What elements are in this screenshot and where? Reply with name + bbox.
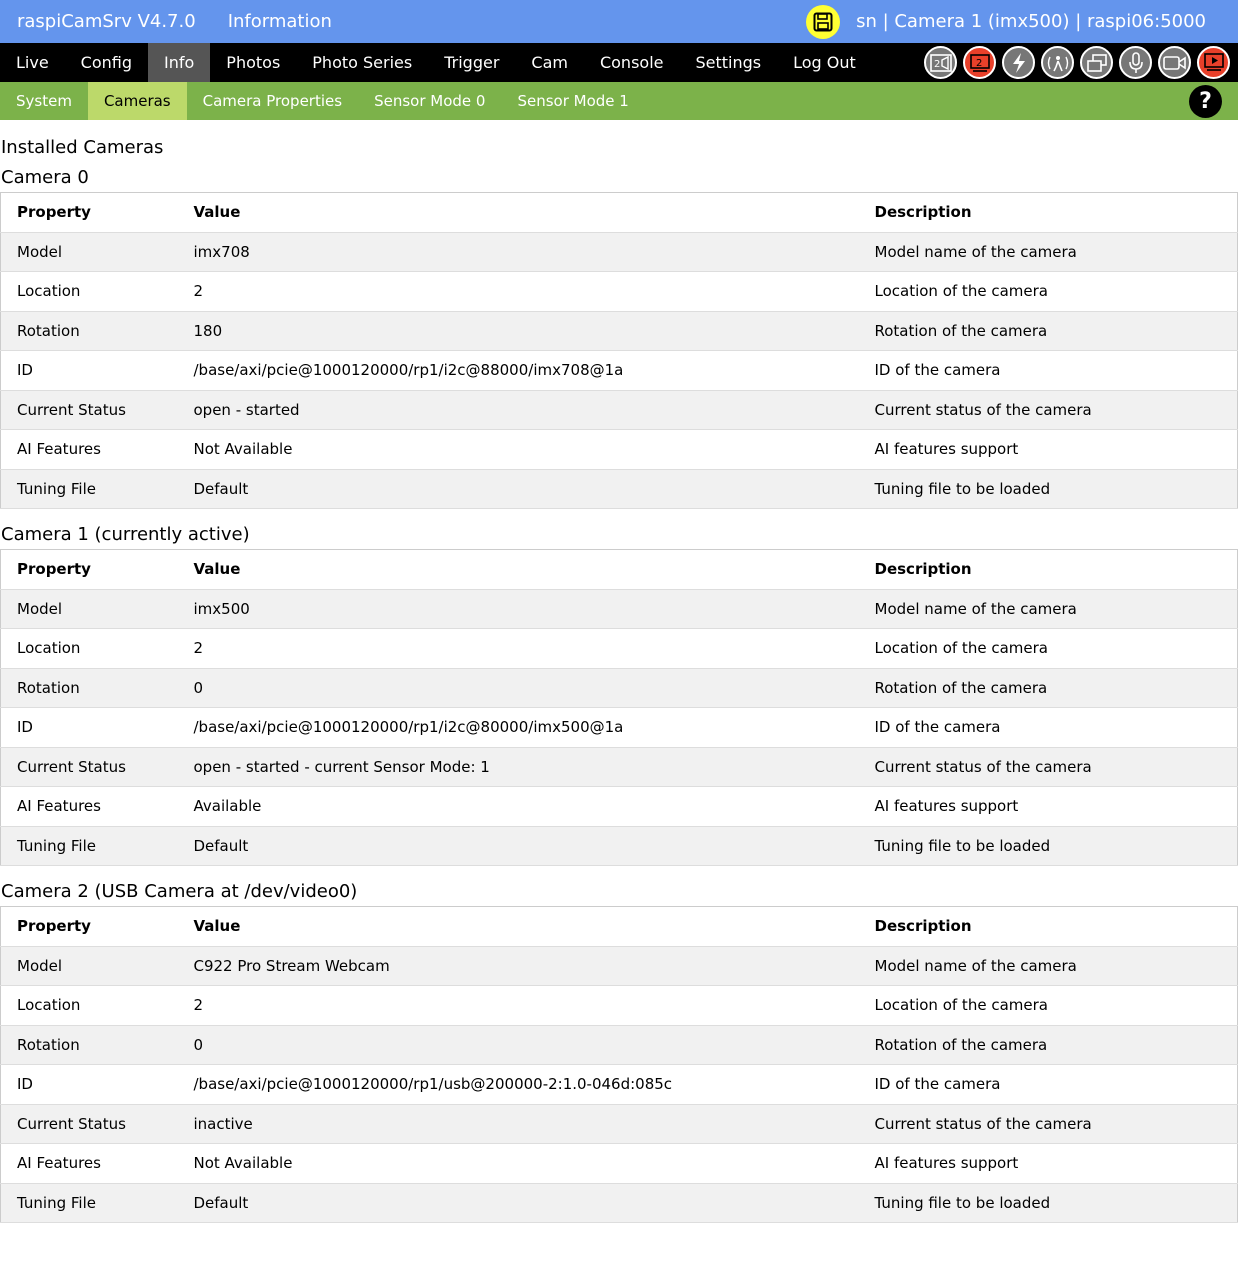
multi-cam-icon[interactable]	[1080, 46, 1113, 79]
camera-status-text: sn | Camera 1 (imx500) | raspi06:5000	[856, 11, 1206, 32]
nav-trigger[interactable]: Trigger	[444, 53, 500, 72]
description-cell: Rotation of the camera	[859, 311, 1238, 351]
camera-1-table	[0, 549, 1238, 866]
nav-config[interactable]: Config	[80, 53, 133, 72]
description-cell: Location of the camera	[859, 629, 1238, 669]
property-cell: Current Status	[1, 747, 178, 787]
svg-text:2: 2	[975, 57, 982, 69]
motion-detect-icon[interactable]	[1041, 46, 1074, 79]
table-row	[1, 986, 1238, 1026]
column-header-description: Description	[859, 550, 1238, 590]
table-row	[1, 747, 1238, 787]
page-title: Information	[227, 11, 332, 32]
property-cell: Rotation	[1, 668, 178, 708]
description-cell: Model name of the camera	[859, 232, 1238, 272]
nav-photo-series[interactable]: Photo Series	[312, 53, 413, 72]
value-cell: Default	[178, 1183, 859, 1223]
table-row	[1, 311, 1238, 351]
subnav-sensor-mode-0[interactable]: Sensor Mode 0	[374, 92, 486, 110]
microphone-icon[interactable]	[1119, 46, 1152, 79]
nav-settings[interactable]: Settings	[695, 53, 762, 72]
description-cell: Tuning file to be loaded	[859, 826, 1238, 866]
value-cell: 0	[178, 1025, 859, 1065]
main-nav	[0, 43, 1238, 82]
subnav-system[interactable]: System	[16, 92, 72, 110]
header-right	[806, 0, 1206, 43]
property-cell: Tuning File	[1, 826, 178, 866]
column-header-description: Description	[859, 193, 1238, 233]
table-row	[1, 469, 1238, 509]
value-cell: /base/axi/pcie@1000120000/rp1/usb@200000-2:1.0-046d:085c	[178, 1065, 859, 1105]
description-cell: Model name of the camera	[859, 589, 1238, 629]
table-row	[1, 351, 1238, 391]
camera-1-heading: Camera 1 (currently active)	[1, 524, 250, 545]
app-title: raspiCamSrv V4.7.0	[17, 11, 196, 32]
help-icon[interactable]: ?	[1189, 85, 1222, 118]
property-cell: Location	[1, 986, 178, 1026]
property-cell: Location	[1, 272, 178, 312]
description-cell: Location of the camera	[859, 272, 1238, 312]
description-cell: Tuning file to be loaded	[859, 469, 1238, 509]
description-cell: AI features support	[859, 430, 1238, 470]
nav-live[interactable]: Live	[16, 53, 49, 72]
description-cell: Tuning file to be loaded	[859, 1183, 1238, 1223]
value-cell: 2	[178, 272, 859, 312]
value-cell: imx708	[178, 232, 859, 272]
table-row	[1, 668, 1238, 708]
column-header-value: Value	[178, 550, 859, 590]
description-cell: AI features support	[859, 787, 1238, 827]
property-cell: Rotation	[1, 311, 178, 351]
table-row	[1, 430, 1238, 470]
nav-info[interactable]: Info	[148, 43, 210, 82]
table-row	[1, 232, 1238, 272]
column-header-value: Value	[178, 193, 859, 233]
description-cell: Model name of the camera	[859, 946, 1238, 986]
value-cell: Default	[178, 826, 859, 866]
table-row	[1, 272, 1238, 312]
stereo-cam-2-icon[interactable]	[924, 46, 957, 79]
description-cell: ID of the camera	[859, 708, 1238, 748]
table-row	[1, 787, 1238, 827]
value-cell: C922 Pro Stream Webcam	[178, 946, 859, 986]
table-row	[1, 1183, 1238, 1223]
description-cell: ID of the camera	[859, 1065, 1238, 1105]
property-cell: Model	[1, 232, 178, 272]
value-cell: Not Available	[178, 1144, 859, 1184]
property-cell: Rotation	[1, 1025, 178, 1065]
installed-cameras-heading: Installed Cameras	[1, 137, 164, 158]
value-cell: Available	[178, 787, 859, 827]
camera-2-section	[0, 866, 1238, 1223]
column-header-value: Value	[178, 907, 859, 947]
column-header-property: Property	[1, 550, 178, 590]
description-cell: Rotation of the camera	[859, 668, 1238, 708]
camera-0-heading: Camera 0	[1, 167, 89, 188]
property-cell: AI Features	[1, 1144, 178, 1184]
value-cell: /base/axi/pcie@1000120000/rp1/i2c@80000/imx500@1a	[178, 708, 859, 748]
description-cell: AI features support	[859, 1144, 1238, 1184]
value-cell: 2	[178, 986, 859, 1026]
subnav-sensor-mode-1[interactable]: Sensor Mode 1	[517, 92, 629, 110]
content	[0, 136, 1238, 1223]
nav-photos[interactable]: Photos	[226, 53, 281, 72]
table-row	[1, 1025, 1238, 1065]
cam-2-icon[interactable]	[963, 46, 996, 79]
column-header-property: Property	[1, 193, 178, 233]
property-cell: Tuning File	[1, 469, 178, 509]
column-header-description: Description	[859, 907, 1238, 947]
description-cell: Location of the camera	[859, 986, 1238, 1026]
camera-0-table	[0, 192, 1238, 509]
value-cell: 2	[178, 629, 859, 669]
value-cell: /base/axi/pcie@1000120000/rp1/i2c@88000/imx708@1a	[178, 351, 859, 391]
table-row	[1, 629, 1238, 669]
save-icon[interactable]	[806, 5, 840, 39]
value-cell: imx500	[178, 589, 859, 629]
nav-cam[interactable]: Cam	[531, 53, 568, 72]
nav-log-out[interactable]: Log Out	[793, 53, 856, 72]
description-cell: Current status of the camera	[859, 747, 1238, 787]
subnav-cameras[interactable]: Cameras	[88, 82, 187, 120]
table-row	[1, 1144, 1238, 1184]
column-header-property: Property	[1, 907, 178, 947]
table-row	[1, 589, 1238, 629]
property-cell: Tuning File	[1, 1183, 178, 1223]
value-cell: 180	[178, 311, 859, 351]
table-row	[1, 708, 1238, 748]
status-icons	[918, 46, 1230, 79]
nav-console[interactable]: Console	[599, 53, 664, 72]
description-cell: ID of the camera	[859, 351, 1238, 391]
table-row	[1, 826, 1238, 866]
value-cell: open - started	[178, 390, 859, 430]
property-cell: ID	[1, 1065, 178, 1105]
table-row	[1, 1065, 1238, 1105]
table-row	[1, 390, 1238, 430]
property-cell: AI Features	[1, 430, 178, 470]
camera-1-section	[0, 509, 1238, 866]
subnav-camera-properties[interactable]: Camera Properties	[202, 92, 343, 110]
description-cell: Rotation of the camera	[859, 1025, 1238, 1065]
video-icon[interactable]	[1158, 46, 1191, 79]
camera-0-section	[0, 152, 1238, 509]
property-cell: Model	[1, 946, 178, 986]
value-cell: inactive	[178, 1104, 859, 1144]
property-cell: AI Features	[1, 787, 178, 827]
description-cell: Current status of the camera	[859, 390, 1238, 430]
value-cell: 0	[178, 668, 859, 708]
value-cell: Default	[178, 469, 859, 509]
property-cell: ID	[1, 351, 178, 391]
camera-2-table	[0, 906, 1238, 1223]
property-cell: ID	[1, 708, 178, 748]
value-cell: open - started - current Sensor Mode: 1	[178, 747, 859, 787]
property-cell: Location	[1, 629, 178, 669]
property-cell: Current Status	[1, 390, 178, 430]
flash-icon[interactable]	[1002, 46, 1035, 79]
property-cell: Model	[1, 589, 178, 629]
top-header	[0, 0, 1238, 43]
description-cell: Current status of the camera	[859, 1104, 1238, 1144]
table-row	[1, 1104, 1238, 1144]
value-cell: Not Available	[178, 430, 859, 470]
camera-2-heading: Camera 2 (USB Camera at /dev/video0)	[1, 881, 358, 902]
table-row	[1, 946, 1238, 986]
stream-icon[interactable]	[1197, 46, 1230, 79]
sub-nav	[0, 82, 1238, 120]
property-cell: Current Status	[1, 1104, 178, 1144]
svg-text:2: 2	[933, 58, 940, 70]
